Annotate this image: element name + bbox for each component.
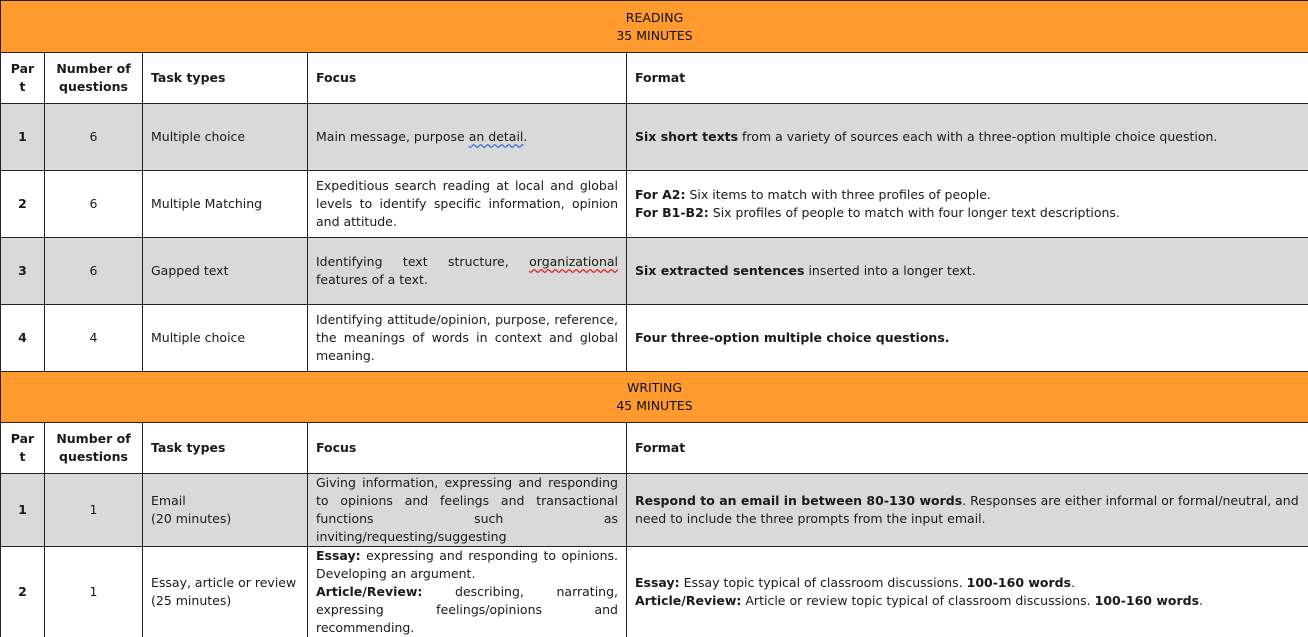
- writing-duration: 45 MINUTES: [1, 397, 1308, 415]
- question-count: 6: [45, 171, 143, 238]
- focus-cell: Essay: expressing and responding to opinions. Developing an argument. Article/Review: describing, narrating, expressing feelings/opinions and recommending.: [308, 547, 627, 637]
- header-part: Par t: [1, 53, 45, 104]
- header-focus: Focus: [308, 423, 627, 474]
- task-type: Multiple choice: [143, 305, 308, 372]
- focus-cell: Identifying attitude/opinion, purpose, reference, the meanings of words in context and global meaning.: [308, 305, 627, 372]
- header-task-types: Task types: [143, 423, 308, 474]
- question-count: 1: [45, 547, 143, 637]
- part-number: 3: [1, 238, 45, 305]
- focus-cell: Identifying text structure, organizational features of a text.: [308, 238, 627, 305]
- format-cell: Essay: Essay topic typical of classroom discussions. 100-160 words. Article/Review: Article or review topic typical of classroom discussions. 100-160 words.: [627, 547, 1308, 637]
- question-count: 4: [45, 305, 143, 372]
- focus-cell: Main message, purpose an detail.: [308, 104, 627, 171]
- question-count: 6: [45, 104, 143, 171]
- format-cell: For A2: Six items to match with three profiles of people. For B1-B2: Six profiles of people to match with four longer text descriptions.: [627, 171, 1308, 238]
- task-type: Essay, article or review (25 minutes): [143, 547, 308, 637]
- part-number: 1: [1, 474, 45, 547]
- reading-row-2: [1, 171, 1308, 238]
- format-cell: Six short texts from a variety of sources each with a three-option multiple choice question.: [627, 104, 1308, 171]
- writing-title: WRITING: [1, 379, 1308, 397]
- reading-column-headers: [1, 53, 1308, 104]
- question-count: 1: [45, 474, 143, 547]
- writing-banner: [1, 372, 1308, 423]
- reading-row-3: [1, 238, 1308, 305]
- part-number: 1: [1, 104, 45, 171]
- header-format: Format: [627, 423, 1308, 474]
- writing-row-1: [1, 474, 1308, 547]
- question-count: 6: [45, 238, 143, 305]
- header-task-types: Task types: [143, 53, 308, 104]
- format-cell: Six extracted sentences inserted into a longer text.: [627, 238, 1308, 305]
- header-number-of-questions: Number of questions: [45, 423, 143, 474]
- header-number-of-questions: Number of questions: [45, 53, 143, 104]
- reading-row-1: [1, 104, 1308, 171]
- task-type: Gapped text: [143, 238, 308, 305]
- task-type: Multiple Matching: [143, 171, 308, 238]
- header-format: Format: [627, 53, 1308, 104]
- reading-title: READING: [1, 9, 1308, 27]
- part-number: 2: [1, 547, 45, 637]
- focus-cell: Giving information, expressing and responding to opinions and feelings and transactional functions such as inviting/requesting/suggesting: [308, 474, 627, 547]
- task-type: Email (20 minutes): [143, 474, 308, 547]
- reading-duration: 35 MINUTES: [1, 27, 1308, 45]
- part-number: 4: [1, 305, 45, 372]
- spelling-flag: organizational: [529, 254, 618, 269]
- task-type: Multiple choice: [143, 104, 308, 171]
- format-cell: Four three-option multiple choice questions.: [627, 305, 1308, 372]
- reading-row-4: [1, 305, 1308, 372]
- spelling-flag: an detail: [469, 129, 524, 144]
- reading-banner: [1, 1, 1308, 53]
- focus-cell: Expeditious search reading at local and global levels to identify specific information, opinion and attitude.: [308, 171, 627, 238]
- writing-row-2: [1, 547, 1308, 637]
- header-part: Par t: [1, 423, 45, 474]
- header-focus: Focus: [308, 53, 627, 104]
- reading-section-header: [1, 1, 1308, 53]
- writing-section-header: [1, 372, 1308, 423]
- format-cell: Respond to an email in between 80-130 words. Responses are either informal or formal/neutral, and need to include the three prompts from the input email.: [627, 474, 1308, 547]
- part-number: 2: [1, 171, 45, 238]
- writing-column-headers: [1, 423, 1308, 474]
